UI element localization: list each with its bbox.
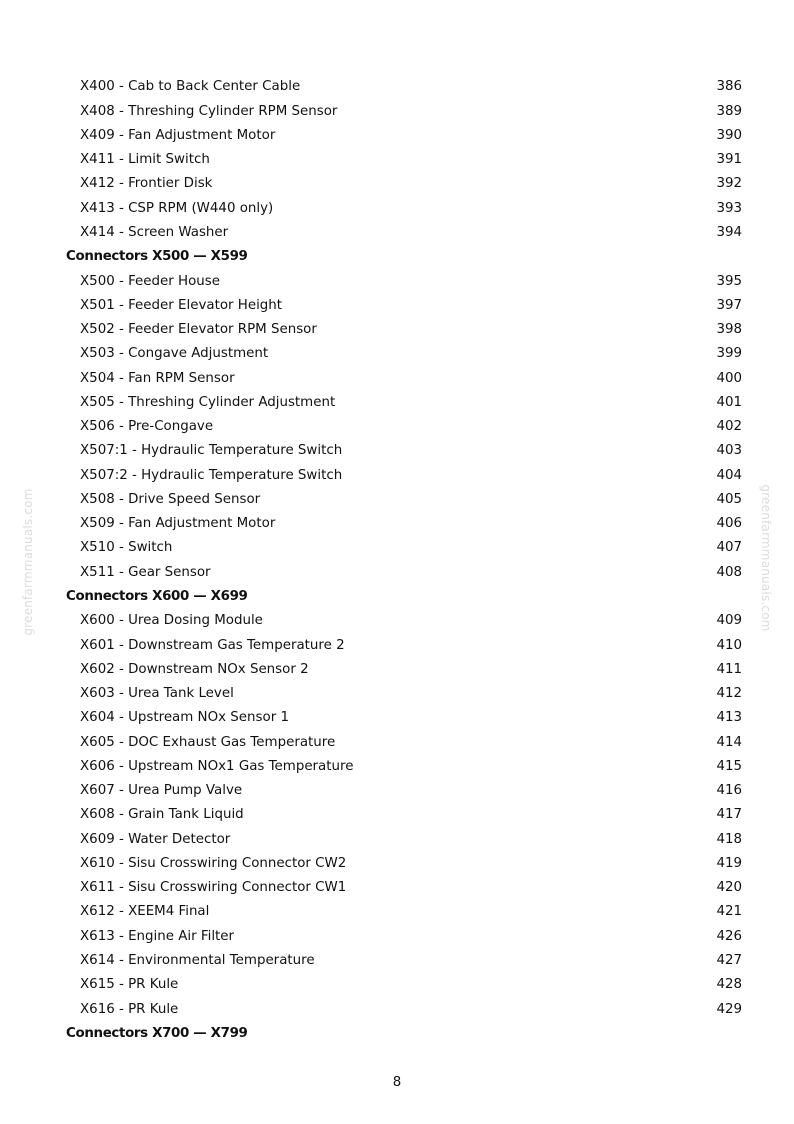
toc-entry[interactable] <box>66 997 742 1021</box>
toc-entry[interactable] <box>66 269 742 293</box>
entry-title: X400 - Cab to Back Center Cable <box>80 79 301 95</box>
page-ref: 392 <box>716 176 742 192</box>
toc-entry[interactable] <box>66 390 742 414</box>
toc-entry[interactable] <box>66 730 742 754</box>
entry-title: X500 - Feeder House <box>80 273 220 289</box>
entry-title: X606 - Upstream NOx1 Gas Temperature <box>80 758 354 774</box>
entry-title: X601 - Downstream Gas Temperature 2 <box>80 637 345 653</box>
toc-entry[interactable] <box>66 949 742 973</box>
toc-entry[interactable] <box>66 342 742 366</box>
page-ref: 412 <box>716 686 742 702</box>
entry-title: X611 - Sisu Crosswiring Connector CW1 <box>80 880 347 896</box>
page-ref: 407 <box>716 540 742 556</box>
entry-title: X502 - Feeder Elevator RPM Sensor <box>80 322 317 338</box>
toc-entry[interactable] <box>66 512 742 536</box>
entry-title: X414 - Screen Washer <box>80 225 229 241</box>
entry-title: X510 - Switch <box>80 540 173 556</box>
section-title: Connectors X500 — X599 <box>66 249 248 265</box>
page-ref: 401 <box>716 394 742 410</box>
toc-entry[interactable] <box>66 415 742 439</box>
entry-title: X600 - Urea Dosing Module <box>80 613 263 629</box>
page-ref: 413 <box>716 710 742 726</box>
toc-entry[interactable] <box>66 657 742 681</box>
toc-entry[interactable] <box>66 148 742 172</box>
page-ref: 429 <box>716 1001 742 1017</box>
toc-entry[interactable] <box>66 852 742 876</box>
page-ref: 408 <box>716 564 742 580</box>
entry-title: X508 - Drive Speed Sensor <box>80 491 261 507</box>
toc-entry[interactable] <box>66 488 742 512</box>
toc-entry[interactable] <box>66 463 742 487</box>
entry-title: X608 - Grain Tank Liquid <box>80 807 244 823</box>
toc-entry[interactable] <box>66 293 742 317</box>
page-ref: 393 <box>716 200 742 216</box>
entry-title: X507:1 - Hydraulic Temperature Switch <box>80 443 343 459</box>
toc-entry[interactable] <box>66 172 742 196</box>
entry-title: X501 - Feeder Elevator Height <box>80 297 283 313</box>
page-ref: 389 <box>716 103 742 119</box>
toc-section-heading <box>66 1021 742 1045</box>
page-ref: 417 <box>716 807 742 823</box>
entry-title: X613 - Engine Air Filter <box>80 928 235 944</box>
page-ref: 411 <box>716 661 742 677</box>
page-ref: 428 <box>716 977 742 993</box>
page-ref: 395 <box>716 273 742 289</box>
page-ref: 421 <box>716 904 742 920</box>
toc-entry[interactable] <box>66 803 742 827</box>
entry-title: X507:2 - Hydraulic Temperature Switch <box>80 467 343 483</box>
entry-title: X408 - Threshing Cylinder RPM Sensor <box>80 103 338 119</box>
toc-entry[interactable] <box>66 75 742 99</box>
toc-entry[interactable] <box>66 682 742 706</box>
toc-entry[interactable] <box>66 779 742 803</box>
toc-entry[interactable] <box>66 221 742 245</box>
entry-title: X615 - PR Kule <box>80 977 179 993</box>
page-ref: 415 <box>716 758 742 774</box>
toc-entry[interactable] <box>66 560 742 584</box>
toc-entry[interactable] <box>66 439 742 463</box>
toc-entry[interactable] <box>66 99 742 123</box>
page-ref: 409 <box>716 613 742 629</box>
entry-title: X616 - PR Kule <box>80 1001 179 1017</box>
toc-entry[interactable] <box>66 536 742 560</box>
entry-title: X505 - Threshing Cylinder Adjustment <box>80 394 336 410</box>
entry-title: X605 - DOC Exhaust Gas Temperature <box>80 734 336 750</box>
toc-entry[interactable] <box>66 973 742 997</box>
toc-entry[interactable] <box>66 754 742 778</box>
page-ref: 390 <box>716 127 742 143</box>
toc-entry[interactable] <box>66 900 742 924</box>
watermark-left: greenfarmmanuals.com <box>21 488 35 636</box>
page-ref: 418 <box>716 831 742 847</box>
toc-entry[interactable] <box>66 609 742 633</box>
page-ref: 420 <box>716 880 742 896</box>
toc-entry[interactable] <box>66 876 742 900</box>
page-ref: 402 <box>716 419 742 435</box>
entry-title: X504 - Fan RPM Sensor <box>80 370 235 386</box>
page-ref: 394 <box>716 225 742 241</box>
toc-entry[interactable] <box>66 318 742 342</box>
entry-title: X604 - Upstream NOx Sensor 1 <box>80 710 289 726</box>
entry-title: X603 - Urea Tank Level <box>80 686 234 702</box>
page-ref: 419 <box>716 855 742 871</box>
watermark-right: greenfarmmanuals.com <box>759 484 773 632</box>
toc-section-heading <box>66 585 742 609</box>
toc-entry[interactable] <box>66 366 742 390</box>
entry-title: X506 - Pre-Congave <box>80 419 214 435</box>
entry-title: X509 - Fan Adjustment Motor <box>80 516 276 532</box>
entry-title: X602 - Downstream NOx Sensor 2 <box>80 661 309 677</box>
page-ref: 416 <box>716 783 742 799</box>
entry-title: X411 - Limit Switch <box>80 152 210 168</box>
entry-title: X609 - Water Detector <box>80 831 231 847</box>
page-number: 8 <box>392 1075 402 1090</box>
page-ref: 427 <box>716 952 742 968</box>
entry-title: X409 - Fan Adjustment Motor <box>80 127 276 143</box>
page-ref: 414 <box>716 734 742 750</box>
table-of-contents <box>66 75 742 1046</box>
entry-title: X503 - Congave Adjustment <box>80 346 269 362</box>
page-ref: 398 <box>716 322 742 338</box>
toc-entry[interactable] <box>66 633 742 657</box>
entry-title: X610 - Sisu Crosswiring Connector CW2 <box>80 855 347 871</box>
toc-entry[interactable] <box>66 827 742 851</box>
page-ref: 397 <box>716 297 742 313</box>
page-ref: 386 <box>716 79 742 95</box>
page-ref: 404 <box>716 467 742 483</box>
entry-title: X511 - Gear Sensor <box>80 564 211 580</box>
page-ref: 426 <box>716 928 742 944</box>
page-ref: 406 <box>716 516 742 532</box>
toc-entry[interactable] <box>66 924 742 948</box>
toc-section-heading <box>66 245 742 269</box>
page-ref: 391 <box>716 152 742 168</box>
entry-title: X612 - XEEM4 Final <box>80 904 210 920</box>
entry-title: X412 - Frontier Disk <box>80 176 213 192</box>
page-ref: 405 <box>716 491 742 507</box>
toc-entry[interactable] <box>66 124 742 148</box>
page-ref: 410 <box>716 637 742 653</box>
page-ref: 403 <box>716 443 742 459</box>
page-ref: 399 <box>716 346 742 362</box>
entry-title: X413 - CSP RPM (W440 only) <box>80 200 274 216</box>
page-ref: 400 <box>716 370 742 386</box>
toc-entry[interactable] <box>66 706 742 730</box>
section-title: Connectors X600 — X699 <box>66 589 248 604</box>
toc-entry[interactable] <box>66 196 742 220</box>
entry-title: X614 - Environmental Temperature <box>80 952 315 968</box>
entry-title: X607 - Urea Pump Valve <box>80 783 243 799</box>
section-title: Connectors X700 — X799 <box>66 1025 248 1041</box>
